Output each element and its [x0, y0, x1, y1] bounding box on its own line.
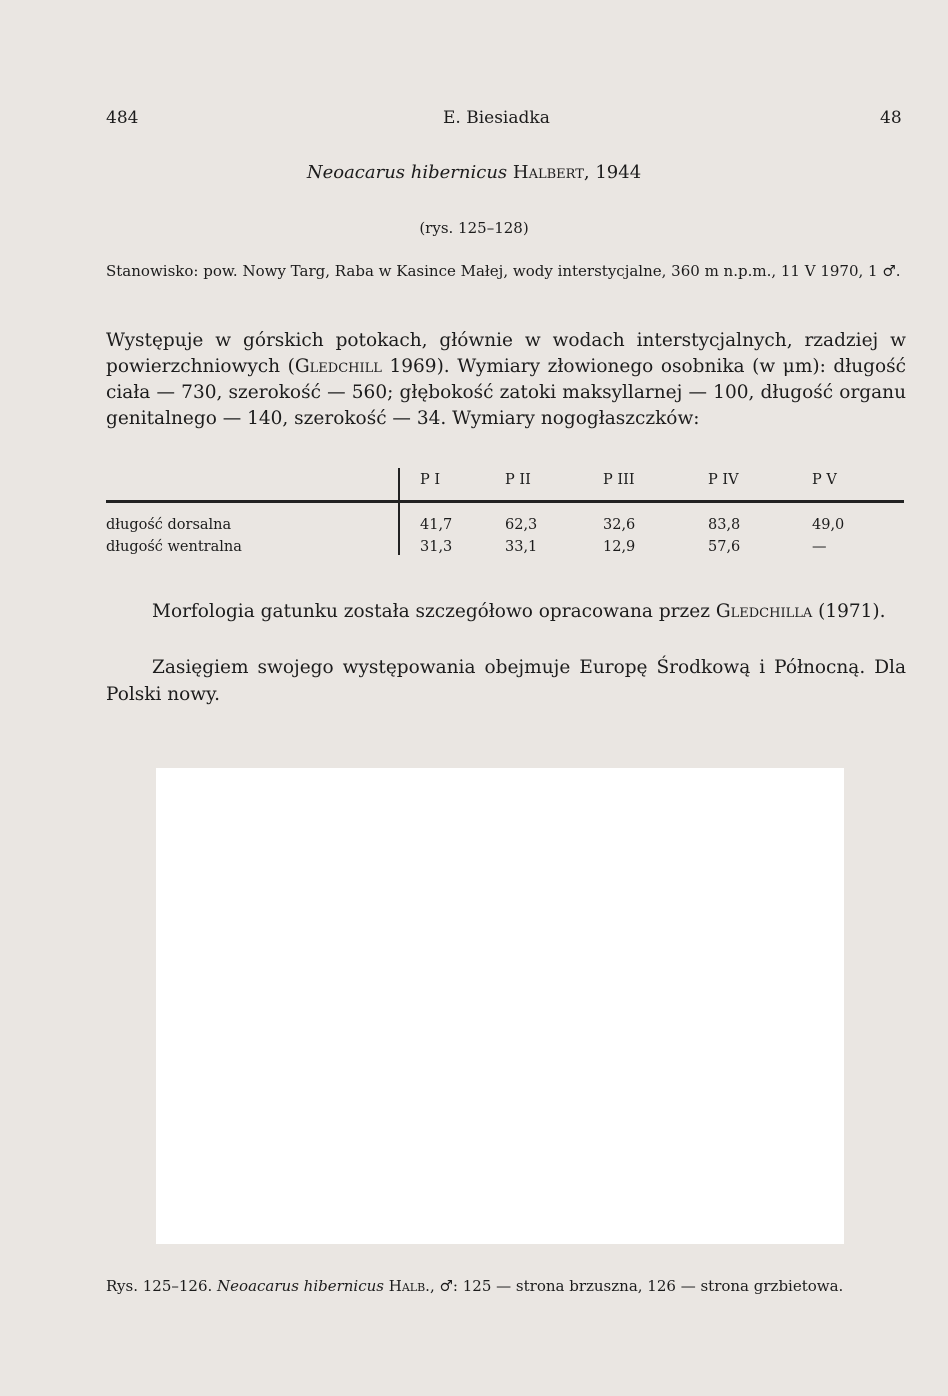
page-number: 484: [106, 108, 139, 128]
description-part1: Występuje w górskich potokach, głównie w wodach interstycjalnych, rzadziej w powierzchniowych (: [106, 330, 906, 377]
row-label: długość wentralna: [106, 539, 242, 555]
caption-prefix: Rys. 125–126.: [106, 1277, 218, 1295]
column-header: P I: [399, 468, 505, 502]
table-cell: 31,3: [399, 533, 505, 555]
table-cell: 41,7: [399, 502, 505, 534]
table-cell: 12,9: [603, 539, 636, 555]
ref-year: (1971).: [812, 601, 886, 622]
caption-species: Neoacarus hibernicus: [217, 1277, 384, 1295]
description-part2: 1969). Wymiary złowionego osobnika (w μm): długość ciała — 730, szerokość — 560; głębokość zatoki maksyllarnej — 100, długość organu genitalnego — 140, szerokość — 34. Wymiary nogogłaszczków:: [106, 356, 906, 429]
species-name: Neoacarus hibernicus: [306, 162, 508, 183]
table-header-row: [106, 468, 904, 502]
running-head-author: E. Biesiadka: [443, 108, 550, 128]
figure-image-area: [156, 768, 844, 1244]
caption-rest: , ♂: 125 — strona brzuszna, 126 — strona grzbietowa.: [429, 1277, 844, 1295]
description-paragraph: [106, 328, 906, 432]
table-row: [106, 502, 904, 534]
column-header: P V: [812, 468, 904, 502]
figure-reference: (rys. 125–128): [419, 219, 529, 237]
column-header: P III: [603, 468, 708, 502]
species-year: , 1944: [583, 162, 642, 183]
species-title: [0, 162, 948, 183]
table-cell: 33,1: [505, 539, 538, 555]
table-cell: —: [812, 539, 827, 555]
measurements-table: [106, 468, 904, 555]
figure-caption: [106, 1277, 906, 1295]
column-header: P II: [505, 468, 603, 502]
section-number: 48: [880, 108, 902, 128]
ref-author: Gledchilla: [715, 601, 813, 622]
table-corner: [106, 468, 399, 502]
species-authority: Halbert: [512, 162, 584, 183]
distribution-paragraph: Zasięgiem swojego występowania obejmuje Europę Środkową i Północną. Dla Polski nowy.: [106, 657, 906, 705]
ref-author: Gledchill: [294, 356, 382, 377]
table-row: [106, 533, 904, 555]
row-label: długość dorsalna: [106, 517, 232, 533]
morphology-paragraph: [106, 598, 906, 625]
column-header: P IV: [708, 468, 812, 502]
table-cell: 83,8: [708, 517, 741, 533]
table-cell: 62,3: [505, 517, 538, 533]
caption-authority: Halb.: [384, 1277, 430, 1295]
locality-text: Stanowisko: pow. Nowy Targ, Raba w Kasince Małej, wody interstycjalne, 360 m n.p.m., 11 V 1970, 1 ♂.: [106, 262, 901, 280]
table-cell: 49,0: [812, 517, 845, 533]
morphology-text: Morfologia gatunku została szczegółowo opracowana przez: [152, 601, 716, 622]
table-cell: 32,6: [603, 517, 636, 533]
table-cell: 57,6: [708, 539, 741, 555]
